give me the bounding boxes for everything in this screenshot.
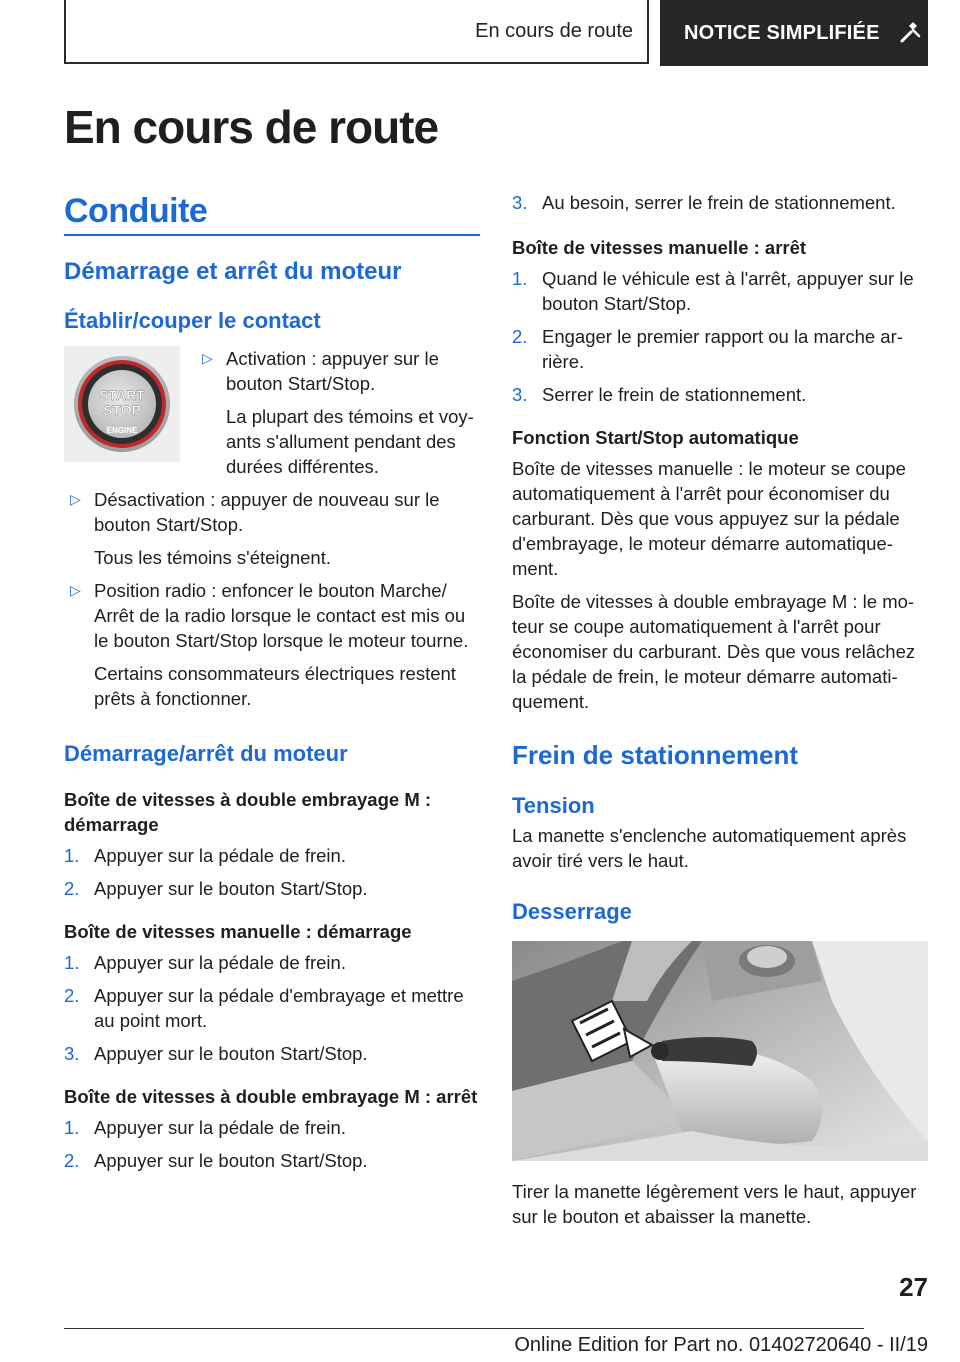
parking-brake-illustration	[512, 941, 928, 1161]
group-manual-stop: Boîte de vitesses manuelle : arrêt 1. Quand le véhicule est à l'arrêt, appuyer sur le bouton Start/Stop. 2. Engager le premier rapport ou la marche arrière. 3. Serrer le frein de stationnement.	[512, 237, 914, 405]
svg-text:START: START	[99, 387, 145, 403]
tension-text: La manette s'enclenche automatiquement après avoir tiré vers le haut.	[512, 825, 907, 871]
heading-engine-start-stop: Démarrage et arrêt du moteur	[64, 258, 402, 285]
triangle-bullet-icon: ▷	[70, 582, 81, 598]
ignition-intro	[64, 346, 482, 479]
group-dct-start: Boîte de vitesses à double embrayage M : démarrage 1. Appuyer sur la pédale de frein. 2. Appuyer sur le bouton Start/Stop.	[64, 789, 432, 899]
badge-label: NOTICE SIMPLIFIÉE	[684, 21, 880, 44]
bullet-deactivation: ▷ Désactivation : appuyer de nouveau sur le bouton Start/Stop. Tous les témoins s'éteignent.	[64, 487, 482, 570]
footer-edition: Online Edition for Part no. 01402720640 - II/19	[514, 1334, 928, 1356]
page-number: 27	[899, 1272, 928, 1302]
wrench-hammer-icon	[898, 21, 922, 45]
footer-rule	[64, 1328, 864, 1329]
start-stop-button-image	[64, 346, 180, 462]
parking-brake-image	[512, 941, 928, 1161]
group-manual-start: Boîte de vitesses manuelle : démarrage 1. Appuyer sur la pédale de frein. 2. Appuyer sur la pédale d'embrayage et mettre au point mort. 3. Appuyer sur le bouton Start/Stop.	[64, 921, 464, 1064]
quick-guide-badge	[660, 0, 928, 66]
triangle-bullet-icon: ▷	[70, 491, 81, 507]
heading-tension: Tension	[512, 793, 595, 818]
heading-release: Desserrage	[512, 899, 632, 924]
svg-text:ENGINE: ENGINE	[106, 426, 138, 435]
left-column	[64, 258, 482, 1191]
release-text: Tirer la manette légèrement vers le haut, appuyer sur le bouton et abaisser la manette.	[512, 1181, 917, 1227]
group-dct-stop: Boîte de vitesses à double embrayage M : arrêt 1. Appuyer sur la pédale de frein. 2. Appuyer sur le bouton Start/Stop.	[64, 1086, 478, 1171]
section-rule	[64, 234, 480, 236]
section-title: Conduite	[64, 192, 208, 230]
triangle-bullet-icon: ▷	[202, 350, 213, 366]
heading-ignition: Établir/couper le contact	[64, 308, 321, 333]
start-stop-button-icon	[72, 354, 172, 454]
breadcrumb-box	[64, 0, 649, 64]
right-column	[512, 190, 928, 1229]
bullet-activation: ▷ Activation : appuyer sur le bouton Start/Stop. La plupart des témoins et voyants s'allument pendant des durées différentes.	[196, 346, 482, 479]
page-title: En cours de route	[64, 101, 439, 153]
group-auto-start-stop: Fonction Start/Stop automatique Boîte de vitesses manuelle : le moteur se coupe automatiquement à l'arrêt pour économiser du carburant. Dès que vous appuyez sur la pédale d'embrayage, le moteur démarre automatiquement. Boîte de vitesses à double embrayage M : le moteur se coupe automatiquement à l'arrêt pour économiser du carburant. Dès que vous relâchez la pédale de frein, le moteur démarre automatiquement.	[512, 427, 916, 712]
heading-engine-start-stop-sub: Démarrage/arrêt du moteur	[64, 741, 348, 766]
heading-parking-brake: Frein de stationnement	[512, 740, 799, 770]
dct-stop-step-3: 3. Au besoin, serrer le frein de stationnement.	[512, 192, 896, 213]
bullet-radio-position: ▷ Position radio : enfoncer le bouton Marche/ Arrêt de la radio lorsque le contact est mis ou le bouton Start/Stop lorsque le moteur tourne. Certains consommateurs électriques restent prêts à fonctionner.	[64, 578, 482, 711]
breadcrumb: En cours de route	[475, 19, 633, 42]
svg-text:STOP: STOP	[103, 402, 141, 418]
